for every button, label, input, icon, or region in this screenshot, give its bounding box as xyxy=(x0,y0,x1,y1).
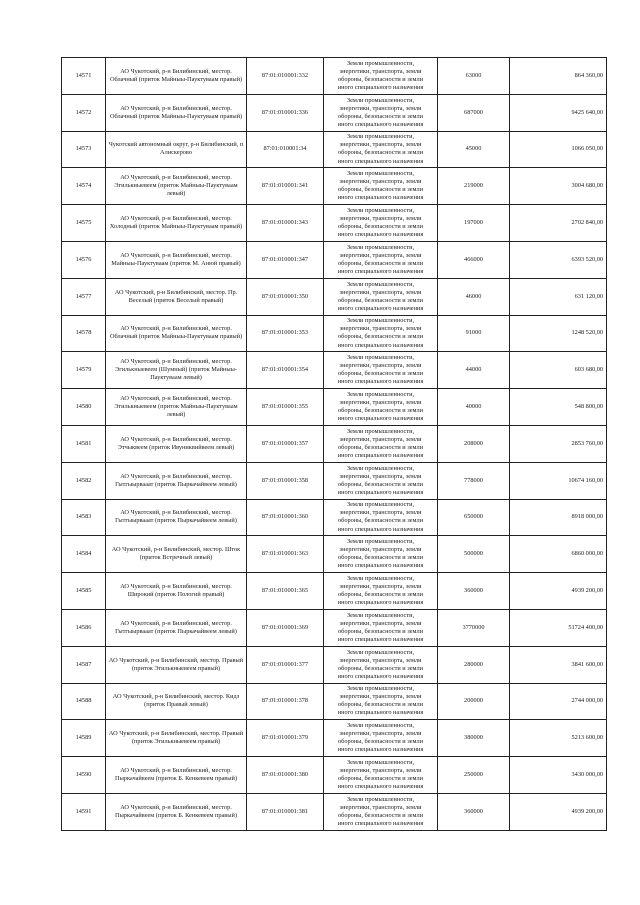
row-number-cell: 14573 xyxy=(62,131,106,168)
cadastral-cost-cell: 1066 050,00 xyxy=(510,131,607,168)
land-category-line: обороны, безопасности и земли xyxy=(338,443,423,451)
row-number-cell: 14581 xyxy=(62,425,106,462)
location-cell: АО Чукотский, р-н Билибинский, местор. Эгилькныевеем (приток Майныы-Пауктуваам левый) xyxy=(106,168,247,205)
land-category-line: Земли промышленности, xyxy=(346,390,415,398)
land-category-line: энергетики, транспорта, земли xyxy=(339,435,422,443)
row-number-cell: 14589 xyxy=(62,720,106,757)
table-row xyxy=(62,683,607,720)
land-category-line: обороны, безопасности и земли xyxy=(338,370,423,378)
land-category-line: энергетики, транспорта, земли xyxy=(339,766,422,774)
location-cell: АО Чукотский, р-н Билибинский, местор. Облачный (приток Майныы-Пауктуваам правый) xyxy=(106,94,247,131)
table-body xyxy=(62,58,607,831)
land-registry-table xyxy=(61,57,607,831)
land-category-line: обороны, безопасности и земли xyxy=(338,591,423,599)
land-category-line: энергетики, транспорта, земли xyxy=(339,325,422,333)
cadastral-number-cell: 87:01:010001:34 xyxy=(247,131,324,168)
row-number-cell: 14580 xyxy=(62,389,106,426)
land-category-line: обороны, безопасности и земли xyxy=(338,296,423,304)
row-number-cell: 14574 xyxy=(62,168,106,205)
table-row xyxy=(62,536,607,573)
land-category-line: иного специального назначения xyxy=(337,783,424,791)
area-cell: 466000 xyxy=(438,241,510,278)
land-category-line: Земли промышленности, xyxy=(346,685,415,693)
land-category-line: энергетики, транспорта, земли xyxy=(339,215,422,223)
area-cell: 250000 xyxy=(438,757,510,794)
land-category-cell xyxy=(324,94,438,131)
land-category-cell xyxy=(324,536,438,573)
land-category-line: иного специального назначения xyxy=(337,378,424,386)
land-category-line: энергетики, транспорта, земли xyxy=(339,399,422,407)
cadastral-number-cell: 87:01:010001:381 xyxy=(247,793,324,830)
location-cell: АО Чукотский, р-н Билибинский, местор. Кидз (приток Правый левый) xyxy=(106,683,247,720)
location-cell: АО Чукотский, р-н Билибинский, местор. Гытгыырвааат (приток Пыркачайвеем левый) xyxy=(106,609,247,646)
land-category-line: энергетики, транспорта, земли xyxy=(339,546,422,554)
row-number-cell: 14575 xyxy=(62,205,106,242)
area-cell: 3770000 xyxy=(438,609,510,646)
land-category-line: обороны, безопасности и земли xyxy=(338,480,423,488)
table-row xyxy=(62,241,607,278)
land-category-line: иного специального назначения xyxy=(337,304,424,312)
cadastral-number-cell: 87:01:010001:350 xyxy=(247,278,324,315)
land-category-line: обороны, безопасности и земли xyxy=(338,775,423,783)
land-category-line: обороны, безопасности и земли xyxy=(338,75,423,83)
land-category-line: энергетики, транспорта, земли xyxy=(339,656,422,664)
land-category-line: Земли промышленности, xyxy=(346,133,415,141)
area-cell: 197000 xyxy=(438,205,510,242)
land-category-cell xyxy=(324,205,438,242)
location-cell: АО Чукотский, р-н Билибинский, местор. Холодный (приток Майныы-Пауктуваам правый) xyxy=(106,205,247,242)
location-cell: АО Чукотский, р-н Билибинский, местор. Пр. Веселый (приток Веселый правый) xyxy=(106,278,247,315)
land-category-line: иного специального назначения xyxy=(337,194,424,202)
area-cell: 380000 xyxy=(438,720,510,757)
land-category-cell xyxy=(324,131,438,168)
location-cell: АО Чукотский, р-н Билибинский, местор. Пыркачайвеем (приток Б. Кенкевеем правый) xyxy=(106,757,247,794)
land-category-line: Земли промышленности, xyxy=(346,317,415,325)
land-category-line: Земли промышленности, xyxy=(346,427,415,435)
land-category-line: энергетики, транспорта, земли xyxy=(339,619,422,627)
land-category-line: иного специального назначения xyxy=(337,819,424,827)
land-category-line: иного специального назначения xyxy=(337,83,424,91)
cadastral-number-cell: 87:01:010001:357 xyxy=(247,425,324,462)
row-number-cell: 14571 xyxy=(62,58,106,95)
location-cell: АО Чукотский, р-н Билибинский, местор. Гытгыырвааат (приток Пыркачайвеем левый) xyxy=(106,462,247,499)
land-category-cell xyxy=(324,609,438,646)
row-number-cell: 14588 xyxy=(62,683,106,720)
table-row xyxy=(62,425,607,462)
area-cell: 200000 xyxy=(438,683,510,720)
cadastral-cost-cell: 2702 840,00 xyxy=(510,205,607,242)
location-cell: АО Чукотский, р-н Билибинский, местор. Широкий (приток Пологий правый) xyxy=(106,573,247,610)
land-category-line: иного специального назначения xyxy=(337,451,424,459)
land-category-line: иного специального назначения xyxy=(337,267,424,275)
location-cell: АО Чукотский, р-н Билибинский, местор. Шток (приток Встречный левый) xyxy=(106,536,247,573)
row-number-cell: 14583 xyxy=(62,499,106,536)
table-row xyxy=(62,499,607,536)
cadastral-number-cell: 87:01:010001:369 xyxy=(247,609,324,646)
cadastral-number-cell: 87:01:010001:332 xyxy=(247,58,324,95)
land-category-line: Земли промышленности, xyxy=(346,538,415,546)
land-category-line: иного специального назначения xyxy=(337,120,424,128)
land-category-line: иного специального назначения xyxy=(337,672,424,680)
land-category-line: иного специального назначения xyxy=(337,746,424,754)
land-category-line: энергетики, транспорта, земли xyxy=(339,730,422,738)
cadastral-number-cell: 87:01:010001:360 xyxy=(247,499,324,536)
land-category-cell xyxy=(324,168,438,205)
land-category-line: иного специального назначения xyxy=(337,488,424,496)
location-cell: Чукотский автономный округ, р-н Билибинский, п Алискерово xyxy=(106,131,247,168)
land-category-line: Земли промышленности, xyxy=(346,170,415,178)
table-row xyxy=(62,757,607,794)
land-category-cell xyxy=(324,499,438,536)
area-cell: 500000 xyxy=(438,536,510,573)
area-cell: 360000 xyxy=(438,573,510,610)
table-row xyxy=(62,94,607,131)
cadastral-number-cell: 87:01:010001:353 xyxy=(247,315,324,352)
land-category-line: иного специального назначения xyxy=(337,415,424,423)
cadastral-cost-cell: 548 800,00 xyxy=(510,389,607,426)
cadastral-number-cell: 87:01:010001:358 xyxy=(247,462,324,499)
land-category-cell xyxy=(324,757,438,794)
land-category-line: энергетики, транспорта, земли xyxy=(339,178,422,186)
land-category-line: энергетики, транспорта, земли xyxy=(339,141,422,149)
cadastral-cost-cell: 6860 000,00 xyxy=(510,536,607,573)
table-row xyxy=(62,352,607,389)
land-category-line: обороны, безопасности и земли xyxy=(338,333,423,341)
land-category-line: энергетики, транспорта, земли xyxy=(339,362,422,370)
row-number-cell: 14584 xyxy=(62,536,106,573)
cadastral-cost-cell: 2744 000,00 xyxy=(510,683,607,720)
table-row xyxy=(62,609,607,646)
land-category-line: обороны, безопасности и земли xyxy=(338,517,423,525)
land-category-line: иного специального назначения xyxy=(337,231,424,239)
land-category-line: Земли промышленности, xyxy=(346,722,415,730)
land-category-line: обороны, безопасности и земли xyxy=(338,223,423,231)
table-row xyxy=(62,131,607,168)
cadastral-cost-cell: 603 680,00 xyxy=(510,352,607,389)
land-category-line: иного специального назначения xyxy=(337,562,424,570)
row-number-cell: 14590 xyxy=(62,757,106,794)
land-category-line: обороны, безопасности и земли xyxy=(338,554,423,562)
land-category-line: Земли промышленности, xyxy=(346,501,415,509)
cadastral-number-cell: 87:01:010001:378 xyxy=(247,683,324,720)
location-cell: АО Чукотский, р-н Билибинский, местор. Правый (приток Эгилькныевеем правый) xyxy=(106,720,247,757)
land-category-cell xyxy=(324,389,438,426)
table-row xyxy=(62,573,607,610)
location-cell: АО Чукотский, р-н Билибинский, местор. Пыркачайвеем (приток Б. Кенкевеем правый) xyxy=(106,793,247,830)
row-number-cell: 14587 xyxy=(62,646,106,683)
area-cell: 219000 xyxy=(438,168,510,205)
area-cell: 44000 xyxy=(438,352,510,389)
table-row xyxy=(62,389,607,426)
location-cell: АО Чукотский, р-н Билибинский, местор. Гытгыырвааат (приток Пыркачайвеем левый) xyxy=(106,499,247,536)
row-number-cell: 14582 xyxy=(62,462,106,499)
land-category-cell xyxy=(324,278,438,315)
land-category-line: энергетики, транспорта, земли xyxy=(339,509,422,517)
row-number-cell: 14572 xyxy=(62,94,106,131)
land-category-cell xyxy=(324,793,438,830)
land-category-cell xyxy=(324,720,438,757)
land-category-line: Земли промышленности, xyxy=(346,758,415,766)
land-category-line: энергетики, транспорта, земли xyxy=(339,67,422,75)
cadastral-cost-cell: 631 120,00 xyxy=(510,278,607,315)
land-category-line: Земли промышленности, xyxy=(346,354,415,362)
cadastral-cost-cell: 3841 600,00 xyxy=(510,646,607,683)
cadastral-cost-cell: 1248 520,00 xyxy=(510,315,607,352)
land-category-line: иного специального назначения xyxy=(337,157,424,165)
land-category-line: энергетики, транспорта, земли xyxy=(339,583,422,590)
table-row xyxy=(62,168,607,205)
area-cell: 687000 xyxy=(438,94,510,131)
land-category-cell xyxy=(324,241,438,278)
row-number-cell: 14578 xyxy=(62,315,106,352)
land-category-line: обороны, безопасности и земли xyxy=(338,811,423,819)
land-category-line: обороны, безопасности и земли xyxy=(338,627,423,635)
land-category-line: энергетики, транспорта, земли xyxy=(339,693,422,701)
area-cell: 778000 xyxy=(438,462,510,499)
land-category-line: обороны, безопасности и земли xyxy=(338,112,423,120)
table-row xyxy=(62,205,607,242)
land-category-line: обороны, безопасности и земли xyxy=(338,407,423,415)
land-category-line: Земли промышленности, xyxy=(346,464,415,472)
cadastral-cost-cell: 51724 400,00 xyxy=(510,609,607,646)
cadastral-cost-cell: 4939 200,00 xyxy=(510,793,607,830)
row-number-cell: 14591 xyxy=(62,793,106,830)
land-category-cell xyxy=(324,425,438,462)
area-cell: 650000 xyxy=(438,499,510,536)
area-cell: 45000 xyxy=(438,131,510,168)
land-category-line: Земли промышленности, xyxy=(346,574,415,582)
location-cell: АО Чукотский, р-н Билибинский, местор. Правый (приток Эгилькныевеем правый) xyxy=(106,646,247,683)
row-number-cell: 14579 xyxy=(62,352,106,389)
cadastral-number-cell: 87:01:010001:363 xyxy=(247,536,324,573)
cadastral-number-cell: 87:01:010001:377 xyxy=(247,646,324,683)
land-category-line: обороны, безопасности и земли xyxy=(338,664,423,672)
table-row xyxy=(62,793,607,830)
row-number-cell: 14586 xyxy=(62,609,106,646)
land-category-line: обороны, безопасности и земли xyxy=(338,701,423,709)
row-number-cell: 14577 xyxy=(62,278,106,315)
land-category-line: энергетики, транспорта, земли xyxy=(339,251,422,259)
land-category-line: иного специального назначения xyxy=(337,709,424,717)
location-cell: АО Чукотский, р-н Билибинский, местор. Эгилькныевеем (Шумный) (приток Майныы-Пауктуваам левый) xyxy=(106,352,247,389)
land-category-line: энергетики, транспорта, земли xyxy=(339,288,422,296)
land-category-cell xyxy=(324,352,438,389)
table-row xyxy=(62,462,607,499)
cadastral-cost-cell: 2853 760,00 xyxy=(510,425,607,462)
area-cell: 91000 xyxy=(438,315,510,352)
land-category-line: энергетики, транспорта, земли xyxy=(339,803,422,811)
table-row xyxy=(62,315,607,352)
land-category-line: энергетики, транспорта, земли xyxy=(339,472,422,480)
land-category-line: обороны, безопасности и земли xyxy=(338,149,423,157)
table-row xyxy=(62,720,607,757)
area-cell: 46000 xyxy=(438,278,510,315)
table-row xyxy=(62,278,607,315)
cadastral-cost-cell: 10674 160,00 xyxy=(510,462,607,499)
area-cell: 280000 xyxy=(438,646,510,683)
land-category-cell xyxy=(324,315,438,352)
location-cell: АО Чукотский, р-н Билибинский, местор. Облачный (приток Майныы-Пауктуваам правый) xyxy=(106,58,247,95)
land-category-line: Земли промышленности, xyxy=(346,611,415,619)
cadastral-number-cell: 87:01:010001:355 xyxy=(247,389,324,426)
area-cell: 40000 xyxy=(438,389,510,426)
table-row xyxy=(62,646,607,683)
land-category-cell xyxy=(324,683,438,720)
cadastral-cost-cell: 864 360,00 xyxy=(510,58,607,95)
cadastral-cost-cell: 3430 000,00 xyxy=(510,757,607,794)
land-category-line: Земли промышленности, xyxy=(346,96,415,104)
cadastral-number-cell: 87:01:010001:341 xyxy=(247,168,324,205)
area-cell: 208000 xyxy=(438,425,510,462)
location-cell: АО Чукотский, р-н Билибинский, местор. Этчыквеем (приток Ивуниквийвеем левый) xyxy=(106,425,247,462)
cadastral-number-cell: 87:01:010001:336 xyxy=(247,94,324,131)
land-category-line: Земли промышленности, xyxy=(346,59,415,67)
cadastral-cost-cell: 4939 200,00 xyxy=(510,573,607,610)
table-row xyxy=(62,58,607,95)
cadastral-cost-cell: 3004 680,00 xyxy=(510,168,607,205)
area-cell: 63000 xyxy=(438,58,510,95)
land-category-cell xyxy=(324,573,438,610)
land-category-cell xyxy=(324,646,438,683)
land-category-line: иного специального назначения xyxy=(337,341,424,349)
cadastral-number-cell: 87:01:010001:354 xyxy=(247,352,324,389)
row-number-cell: 14576 xyxy=(62,241,106,278)
land-category-line: иного специального назначения xyxy=(337,599,424,607)
land-category-line: обороны, безопасности и земли xyxy=(338,259,423,267)
cadastral-number-cell: 87:01:010001:347 xyxy=(247,241,324,278)
land-category-line: обороны, безопасности и земли xyxy=(338,186,423,194)
land-category-line: Земли промышленности, xyxy=(346,206,415,214)
location-cell: АО Чукотский, р-н Билибинский, местор. Майныы-Пауктуваам (приток М. Анюй правый) xyxy=(106,241,247,278)
row-number-cell: 14585 xyxy=(62,573,106,610)
land-category-line: обороны, безопасности и земли xyxy=(338,738,423,746)
land-category-line: иного специального назначения xyxy=(337,635,424,643)
land-category-cell xyxy=(324,58,438,95)
cadastral-cost-cell: 8918 000,00 xyxy=(510,499,607,536)
location-cell: АО Чукотский, р-н Билибинский, местор. Эгилькныевеем (приток Майныы-Пауктуваам левый) xyxy=(106,389,247,426)
cadastral-cost-cell: 9425 640,00 xyxy=(510,94,607,131)
location-cell: АО Чукотский, р-н Билибинский, местор. Облачный (приток Майныы-Пауктуваам правый) xyxy=(106,315,247,352)
land-category-cell xyxy=(324,462,438,499)
land-category-line: Земли промышленности, xyxy=(346,795,415,803)
cadastral-number-cell: 87:01:010001:343 xyxy=(247,205,324,242)
land-category-line: энергетики, транспорта, земли xyxy=(339,104,422,112)
land-category-line: Земли промышленности, xyxy=(346,280,415,288)
area-cell: 360000 xyxy=(438,793,510,830)
cadastral-cost-cell: 5213 600,00 xyxy=(510,720,607,757)
land-category-line: Земли промышленности, xyxy=(346,648,415,656)
cadastral-number-cell: 87:01:010001:380 xyxy=(247,757,324,794)
cadastral-number-cell: 87:01:010001:379 xyxy=(247,720,324,757)
land-category-line: Земли промышленности, xyxy=(346,243,415,251)
cadastral-cost-cell: 6393 520,00 xyxy=(510,241,607,278)
land-category-line: иного специального назначения xyxy=(337,525,424,533)
cadastral-number-cell: 87:01:010001:365 xyxy=(247,573,324,610)
